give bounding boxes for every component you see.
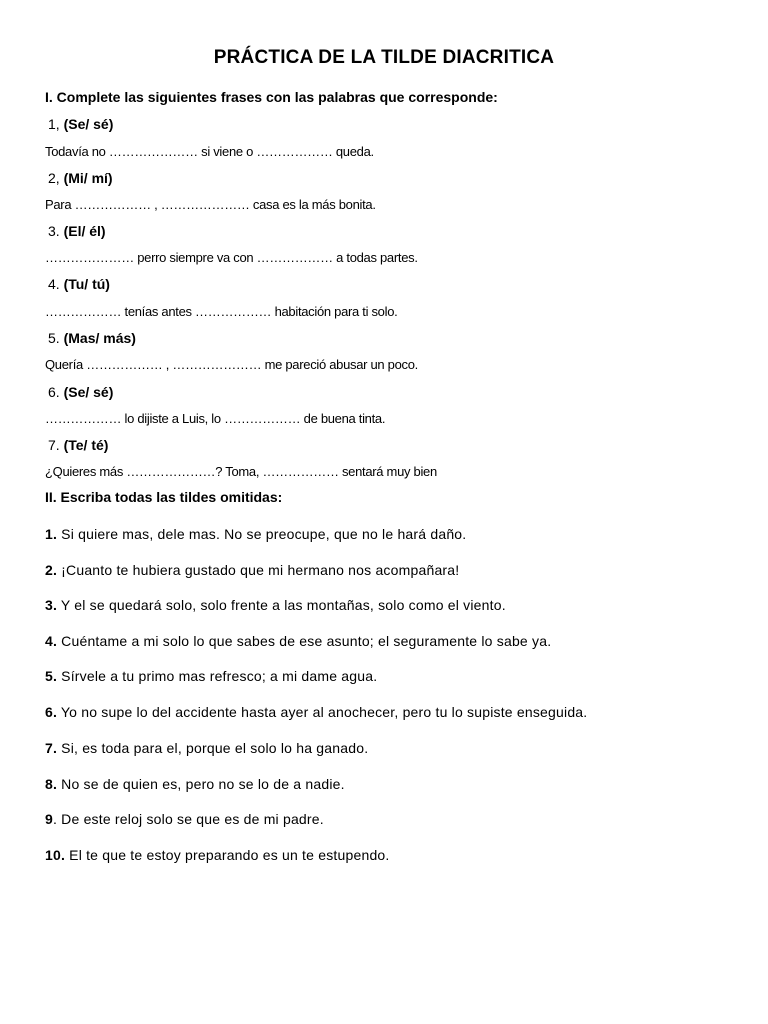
item-options: (Tu/ tú) [63, 276, 110, 292]
exercise-text: Sírvele a tu primo mas refresco; a mi dame agua. [57, 668, 378, 684]
exercise-number: 5. [45, 668, 58, 684]
exercise-number: 8. [45, 776, 58, 792]
item-2-number [48, 170, 113, 186]
exercise-6 [45, 704, 587, 720]
item-number: 3. [48, 223, 60, 239]
exercise-7 [45, 740, 368, 756]
item-options: (El/ él) [63, 223, 106, 239]
exercise-2 [45, 562, 459, 578]
item-6-number [48, 384, 113, 400]
item-3-sentence: ………………… perro siempre va con ……………… a todas partes. [45, 250, 418, 265]
item-5-number [48, 330, 136, 346]
item-number: 7. [48, 437, 60, 453]
exercise-number: 10. [45, 847, 66, 863]
exercise-3 [45, 597, 506, 613]
exercise-text: . De este reloj solo se que es de mi padre. [53, 811, 324, 827]
item-number: 5. [48, 330, 60, 346]
item-3-number [48, 223, 106, 239]
item-1-sentence: Todavía no ………………… si viene o ……………… queda. [45, 144, 374, 159]
exercise-text: El te que te estoy preparando es un te estupendo. [65, 847, 390, 863]
item-5-sentence: Quería ……………… , ………………… me pareció abusar un poco. [45, 357, 418, 372]
exercise-4 [45, 633, 551, 649]
exercise-number: 7. [45, 740, 58, 756]
item-options: (Se/ sé) [63, 116, 114, 132]
item-number: 1, [48, 116, 60, 132]
exercise-number: 1. [45, 526, 58, 542]
exercise-text: Yo no supe lo del accidente hasta ayer al anochecer, pero tu lo supiste enseguida. [57, 704, 588, 720]
item-options: (Se/ sé) [63, 384, 114, 400]
exercise-text: ¡Cuanto te hubiera gustado que mi hermano nos acompañara! [57, 562, 460, 578]
item-4-number [48, 276, 110, 292]
exercise-text: Si, es toda para el, porque el solo lo ha ganado. [57, 740, 369, 756]
exercise-number: 2. [45, 562, 58, 578]
exercise-10 [45, 847, 390, 863]
item-number: 2, [48, 170, 60, 186]
item-options: (Mi/ mí) [63, 170, 113, 186]
section-2-heading: II. Escriba todas las tildes omitidas: [45, 489, 283, 505]
item-7-number [48, 437, 108, 453]
item-1-number [48, 116, 113, 132]
exercise-text: Si quiere mas, dele mas. No se preocupe, que no le hará daño. [57, 526, 467, 542]
exercise-5 [45, 668, 377, 684]
exercise-number: 3. [45, 597, 58, 613]
exercise-1 [45, 526, 466, 542]
item-options: (Te/ té) [63, 437, 109, 453]
section-1-heading: I. Complete las siguientes frases con las palabras que corresponde: [45, 89, 498, 105]
exercise-8 [45, 776, 345, 792]
item-2-sentence: Para ……………… , ………………… casa es la más bonita. [45, 197, 376, 212]
exercise-text: No se de quien es, pero no se lo de a nadie. [57, 776, 345, 792]
page-title: PRÁCTICA DE LA TILDE DIACRITICA [213, 47, 555, 68]
exercise-text: Cuéntame a mi solo lo que sabes de ese asunto; el seguramente lo sabe ya. [57, 633, 552, 649]
item-4-sentence: ……………… tenías antes ……………… habitación para ti solo. [45, 304, 398, 319]
exercise-text: Y el se quedará solo, solo frente a las montañas, solo como el viento. [57, 597, 506, 613]
item-number: 4. [48, 276, 60, 292]
item-number: 6. [48, 384, 60, 400]
exercise-number: 4. [45, 633, 58, 649]
item-options: (Mas/ más) [63, 330, 136, 346]
exercise-number: 6. [45, 704, 58, 720]
exercise-9 [45, 811, 324, 827]
item-6-sentence: ……………… lo dijiste a Luis, lo ……………… de buena tinta. [45, 411, 386, 426]
item-7-sentence: ¿Quieres más …………………? Toma, ……………… sentará muy bien [45, 464, 437, 479]
exercise-number: 9 [45, 811, 53, 827]
